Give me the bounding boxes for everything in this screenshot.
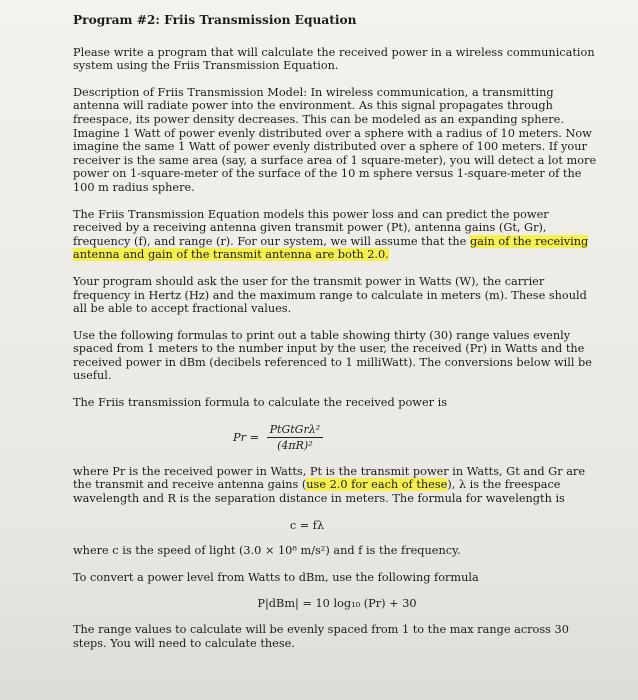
- formula-lhs: Pr =: [233, 430, 260, 444]
- highlighted-gain-value: use 2.0 for each of these: [306, 478, 448, 492]
- wavelength-formula: c = fλ: [289, 518, 325, 532]
- document-body: [73, 14, 601, 663]
- where-text: where Pr is the received power in Watts, Pt is the transmit power in Watts, Gt and Gr are the transmit and receive antenna gains (: [73, 464, 586, 492]
- dbm-intro: To convert a power level from Watts to dBm, use the following formula: [73, 570, 479, 584]
- formula-intro: The Friis transmission formula to calculate the received power is: [73, 396, 448, 410]
- highlighted-gain-text: gain of the receiving antenna and gain of the transmit antenna are both 2.0.: [73, 234, 589, 262]
- input-paragraph: Your program should ask the user for the transmit power in Watts (W), the carrier frequency in Hertz (Hz) and the maximum range to calculate in meters (m). These should all be able to accept fractional values.: [73, 274, 587, 316]
- dbm-formula: P|dBm| = 10 log₁₀ (Pr) + 30: [257, 597, 417, 611]
- formula-fraction: [267, 423, 323, 453]
- description-paragraph: Description of Friis Transmission Model: In wireless communication, a transmitting antenna will radiate power into the environment. As this signal propagates through freespace, its power density decreases. This can be modeled as an expanding sphere. Imagine 1 Watt of power evenly distributed over a sphere with a radius of 10 meters. Now imagine the same 1 Watt of power evenly distributed over a sphere of 100 meters. If your receiver is the same area (say, a surface area of 1 square-meter), you will detect a lot more power on 1-square-meter of the surface of the 10 m sphere versus 1-square-meter of the 100 m radius sphere.: [73, 85, 597, 194]
- friis-paragraph: [73, 208, 601, 262]
- table-paragraph: Use the following formulas to print out a table showing thirty (30) range values evenly spaced from 1 meters to the number input by the user, the received (Pr) in Watts and the received power in dBm (decibels referenced to 1 milliWatt). The conversions below will be useful.: [73, 328, 592, 383]
- closing-paragraph: The range values to calculate will be evenly spaced from 1 to the max range across 30 steps. You will need to calculate these.: [73, 623, 569, 650]
- where-paragraph: [73, 465, 601, 506]
- formula-denominator: (4πR)²: [277, 439, 313, 453]
- speed-paragraph: where c is the speed of light (3.0 × 10⁸ m/s²) and f is the frequency.: [73, 544, 461, 558]
- intro-paragraph: Please write a program that will calculate the received power in a wireless communication system using the Friis Transmission Equation.: [73, 45, 595, 73]
- where-text-tail: ), λ is the freespace wavelength and R is the separation distance in meters. The formula for wavelength is: [73, 478, 565, 506]
- friis-formula: [233, 423, 601, 453]
- formula-numerator: PtGtGrλ²: [267, 423, 323, 439]
- friis-paragraph-text: The Friis Transmission Equation models this power loss and can predict the power received by a receiving antenna given transmit power (Pt), antenna gains (Gt, Gr), frequency (f), and range (r). For our system, we will assume that the: [73, 207, 549, 248]
- document-title: Program #2: Friis Transmission Equation: [73, 13, 357, 27]
